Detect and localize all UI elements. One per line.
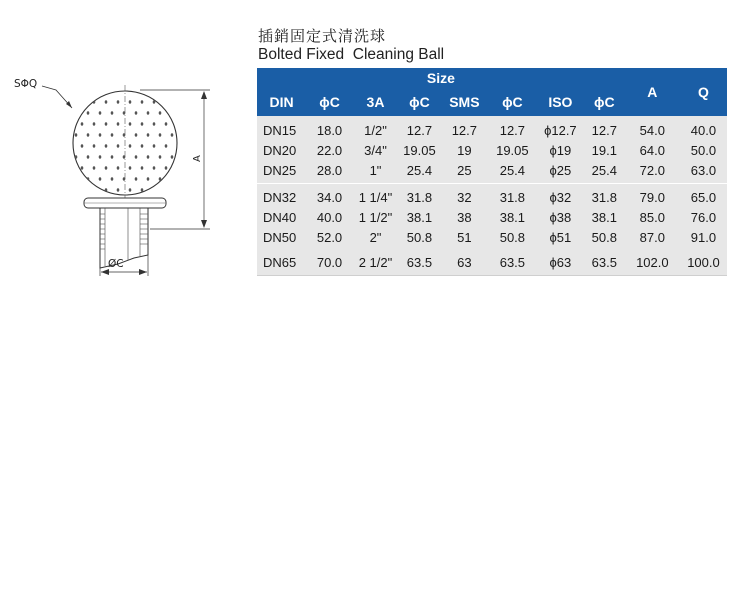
cell-iso-c: 31.8 (584, 184, 625, 208)
cell-sms-c: 12.7 (488, 116, 537, 140)
cell-a: 87.0 (625, 227, 680, 247)
col-header-iso: ISO (537, 88, 584, 116)
table-row (257, 116, 727, 140)
spray-hole (159, 133, 162, 136)
spray-hole (165, 188, 168, 191)
cell-3a: 3/4" (353, 140, 398, 160)
spray-hole (75, 133, 78, 136)
cell-sms: 32 (441, 184, 488, 208)
height-arrow-top (201, 91, 207, 99)
cell-3a: 2 1/2" (353, 247, 398, 276)
spray-hole (141, 166, 144, 169)
spray-hole (105, 144, 108, 147)
cell-3a: 1 1/4" (353, 184, 398, 208)
spray-hole (171, 133, 174, 136)
spray-hole (99, 111, 102, 114)
cell-q: 100.0 (680, 247, 727, 276)
spray-hole (99, 133, 102, 136)
col-header-a: A (625, 68, 680, 116)
spray-hole (69, 188, 72, 191)
spray-hole (135, 177, 138, 180)
spray-hole (159, 155, 162, 158)
cell-din-c: 18.0 (306, 116, 353, 140)
cell-din: DN32 (257, 184, 306, 208)
cell-din: DN15 (257, 116, 306, 140)
cell-iso-c: 38.1 (584, 207, 625, 227)
cell-a: 79.0 (625, 184, 680, 208)
cell-iso: ϕ51 (537, 227, 584, 247)
table-group-large (257, 247, 727, 276)
spray-hole (81, 166, 84, 169)
cell-din-c: 40.0 (306, 207, 353, 227)
spray-hole (87, 111, 90, 114)
spray-hole (111, 177, 114, 180)
spray-hole (69, 122, 72, 125)
cell-sms: 25 (441, 160, 488, 184)
col-header-din: DIN (257, 88, 306, 116)
cell-iso: ϕ63 (537, 247, 584, 276)
spray-hole (159, 111, 162, 114)
cell-3a-c: 12.7 (398, 116, 441, 140)
spray-hole (147, 133, 150, 136)
spray-hole (93, 166, 96, 169)
col-header-iso-c: ϕC (584, 88, 625, 116)
spray-hole (177, 166, 180, 169)
cell-q: 50.0 (680, 140, 727, 160)
spray-hole (177, 122, 180, 125)
cell-din: DN40 (257, 207, 306, 227)
col-header-3a-c: ϕC (398, 88, 441, 116)
spray-hole (93, 144, 96, 147)
spray-hole (111, 111, 114, 114)
spray-hole (153, 166, 156, 169)
height-arrow-bottom (201, 220, 207, 228)
spray-hole (129, 100, 132, 103)
product-title-chinese: 插銷固定式清洗球 (258, 27, 387, 45)
cell-3a-c: 50.8 (398, 227, 441, 247)
cell-din: DN20 (257, 140, 306, 160)
cell-3a-c: 31.8 (398, 184, 441, 208)
cell-3a: 1" (353, 160, 398, 184)
pipe-arrow-right (139, 269, 147, 275)
cell-sms-c: 63.5 (488, 247, 537, 276)
spray-hole (153, 188, 156, 191)
spray-hole (135, 155, 138, 158)
cell-iso: ϕ32 (537, 184, 584, 208)
cell-din-c: 28.0 (306, 160, 353, 184)
spray-hole (69, 144, 72, 147)
spray-hole (87, 155, 90, 158)
spray-hole (123, 111, 126, 114)
spray-hole (93, 188, 96, 191)
cell-a: 72.0 (625, 160, 680, 184)
spray-hole (147, 155, 150, 158)
cell-sms: 19 (441, 140, 488, 160)
spray-hole (129, 144, 132, 147)
table-group-medium (257, 184, 727, 248)
cell-3a: 1 1/2" (353, 207, 398, 227)
cell-iso-c: 50.8 (584, 227, 625, 247)
col-header-din-c: ϕC (306, 88, 353, 116)
table-row (257, 247, 727, 276)
cell-sms-c: 31.8 (488, 184, 537, 208)
spray-hole (147, 111, 150, 114)
spray-hole (177, 188, 180, 191)
cell-iso-c: 63.5 (584, 247, 625, 276)
spray-hole (165, 144, 168, 147)
sphere-diameter-label: SΦQ (14, 78, 38, 90)
cell-sms-c: 25.4 (488, 160, 537, 184)
spray-hole (123, 177, 126, 180)
spray-hole (129, 188, 132, 191)
cell-din: DN65 (257, 247, 306, 276)
spray-hole (111, 133, 114, 136)
spray-hole (81, 188, 84, 191)
spray-hole (81, 122, 84, 125)
cell-din-c: 52.0 (306, 227, 353, 247)
col-header-sms: SMS (441, 88, 488, 116)
spray-hole (153, 144, 156, 147)
spray-hole (165, 166, 168, 169)
cell-3a-c: 19.05 (398, 140, 441, 160)
spray-hole (105, 100, 108, 103)
spray-hole (75, 111, 78, 114)
spray-hole (99, 155, 102, 158)
spray-hole (123, 133, 126, 136)
spray-hole (141, 144, 144, 147)
spray-hole (165, 122, 168, 125)
spray-hole (81, 100, 84, 103)
cell-sms-c: 38.1 (488, 207, 537, 227)
size-group-header: Size (257, 68, 625, 88)
cell-iso: ϕ25 (537, 160, 584, 184)
spray-hole (141, 100, 144, 103)
spray-hole (81, 144, 84, 147)
table-row (257, 207, 727, 227)
spray-hole (171, 111, 174, 114)
cell-iso-c: 12.7 (584, 116, 625, 140)
cell-a: 102.0 (625, 247, 680, 276)
cell-iso: ϕ12.7 (537, 116, 584, 140)
cell-sms: 51 (441, 227, 488, 247)
col-header-sms-c: ϕC (488, 88, 537, 116)
cell-3a: 1/2" (353, 116, 398, 140)
cell-q: 40.0 (680, 116, 727, 140)
spray-hole (177, 100, 180, 103)
spray-hole (147, 177, 150, 180)
cell-sms: 63 (441, 247, 488, 276)
table-group-small (257, 116, 727, 184)
size-spec-table (257, 68, 727, 276)
spray-hole (135, 133, 138, 136)
spray-hole (117, 144, 120, 147)
table-row (257, 184, 727, 208)
spray-hole (135, 111, 138, 114)
spray-hole (105, 122, 108, 125)
cell-iso-c: 25.4 (584, 160, 625, 184)
cell-3a-c: 63.5 (398, 247, 441, 276)
cell-q: 91.0 (680, 227, 727, 247)
spray-hole (165, 100, 168, 103)
cell-iso: ϕ19 (537, 140, 584, 160)
cell-din-c: 70.0 (306, 247, 353, 276)
cell-sms-c: 19.05 (488, 140, 537, 160)
pipe-diameter-label: ØC (108, 258, 124, 270)
cell-3a-c: 38.1 (398, 207, 441, 227)
cell-iso: ϕ38 (537, 207, 584, 227)
spray-hole (117, 166, 120, 169)
col-header-q: Q (680, 68, 727, 116)
cell-q: 76.0 (680, 207, 727, 227)
cell-3a-c: 25.4 (398, 160, 441, 184)
cell-a: 54.0 (625, 116, 680, 140)
spray-hole (93, 122, 96, 125)
cell-q: 65.0 (680, 184, 727, 208)
spray-hole (171, 177, 174, 180)
spray-hole (129, 166, 132, 169)
spray-hole (87, 133, 90, 136)
cell-sms: 12.7 (441, 116, 488, 140)
cell-din-c: 34.0 (306, 184, 353, 208)
cell-sms-c: 50.8 (488, 227, 537, 247)
height-label: A (192, 155, 203, 162)
cell-a: 64.0 (625, 140, 680, 160)
spray-hole (75, 177, 78, 180)
cell-din-c: 22.0 (306, 140, 353, 160)
spray-hole (117, 188, 120, 191)
spray-hole (141, 122, 144, 125)
table-row (257, 160, 727, 184)
spray-hole (129, 122, 132, 125)
cell-a: 85.0 (625, 207, 680, 227)
spray-hole (123, 155, 126, 158)
spray-hole (141, 188, 144, 191)
spray-hole (117, 100, 120, 103)
table-row (257, 227, 727, 247)
cell-iso-c: 19.1 (584, 140, 625, 160)
spray-hole (153, 100, 156, 103)
table-header-row-top (257, 68, 727, 88)
cell-q: 63.0 (680, 160, 727, 184)
table-row (257, 140, 727, 160)
spray-hole (105, 166, 108, 169)
spray-hole (171, 155, 174, 158)
spray-hole (117, 122, 120, 125)
cleaning-ball-drawing (0, 0, 250, 300)
spray-hole (159, 177, 162, 180)
spray-hole (69, 166, 72, 169)
cell-din: DN50 (257, 227, 306, 247)
product-title-english: Bolted Fixed Cleaning Ball (258, 46, 445, 63)
cell-din: DN25 (257, 160, 306, 184)
cell-3a: 2" (353, 227, 398, 247)
col-header-3a: 3A (353, 88, 398, 116)
spray-hole (99, 177, 102, 180)
spray-hole (111, 155, 114, 158)
spray-hole (153, 122, 156, 125)
cell-sms: 38 (441, 207, 488, 227)
